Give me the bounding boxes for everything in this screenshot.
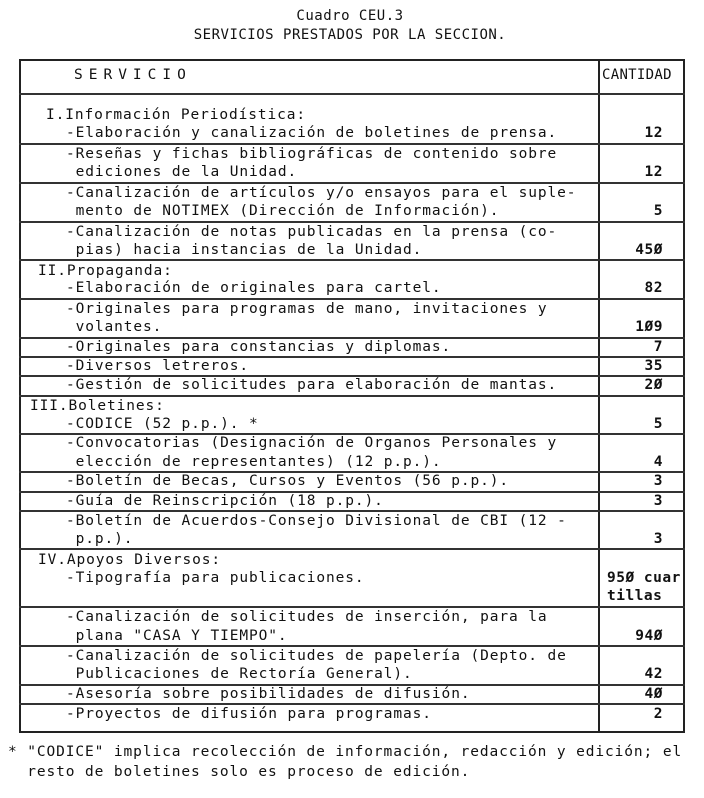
row-quantity: 4 — [653, 454, 663, 470]
row-quantity: 5 — [653, 416, 663, 432]
row-text: -Convocatorias (Designación de Organos Personales y — [66, 435, 558, 451]
footnote-line: resto de boletines solo es proceso de edición. — [8, 764, 471, 780]
row-quantity: 2Ø — [644, 377, 663, 393]
row-text: -Boletín de Becas, Cursos y Eventos (56 p.p.). — [66, 473, 509, 489]
row-text: -Proyectos de difusión para programas. — [66, 706, 432, 722]
row-text: elección de representantes) (12 p.p.). — [66, 454, 442, 470]
row-quantity: 95Ø cuar — [607, 570, 681, 586]
row-text: -Canalización de solicitudes de inserción, para la — [66, 609, 548, 625]
row-text: -Canalización de notas publicadas en la prensa (co- — [66, 224, 558, 240]
row-text: plana "CASA Y TIEMPO". — [66, 628, 288, 644]
row-text: -Originales para programas de mano, invitaciones y — [66, 301, 548, 317]
section-divider — [19, 548, 685, 550]
section-title: I.Información Periodística: — [46, 107, 307, 123]
row-text: ediciones de la Unidad. — [66, 164, 298, 180]
row-text: -Elaboración de originales para cartel. — [66, 280, 442, 296]
section-title: IV.Apoyos Diversos: — [38, 552, 221, 568]
footnote-line: * "CODICE" implica recolección de información, redacción y edición; el — [8, 744, 683, 760]
row-text: -Guía de Reinscripción (18 p.p.). — [66, 493, 384, 509]
table-caption-title: SERVICIOS PRESTADOS POR LA SECCION. — [193, 27, 507, 43]
header-divider — [19, 93, 685, 95]
row-quantity: 94Ø — [635, 628, 663, 644]
row-quantity: 82 — [644, 280, 663, 296]
row-text: Publicaciones de Rectoría General). — [66, 666, 413, 682]
row-text: -CODICE (52 p.p.). * — [66, 416, 259, 432]
row-quantity: tillas — [607, 588, 663, 604]
row-text: p.p.). — [66, 531, 134, 547]
row-quantity: 35 — [644, 358, 663, 374]
row-quantity: 4Ø — [644, 686, 663, 702]
column-header-cantidad: CANTIDAD — [602, 67, 672, 83]
table-caption-number: Cuadro CEU.3 — [296, 8, 404, 24]
section-title: III.Boletines: — [30, 398, 165, 414]
row-text: -Elaboración y canalización de boletines de prensa. — [66, 125, 558, 141]
row-text: mento de NOTIMEX (Dirección de Información). — [66, 203, 500, 219]
row-text: -Canalización de solicitudes de papelería (Depto. de — [66, 648, 567, 664]
row-quantity: 12 — [644, 164, 663, 180]
row-quantity: 5 — [653, 203, 663, 219]
row-text: -Reseñas y fichas bibliográficas de contenido sobre — [66, 146, 558, 162]
row-text: -Boletín de Acuerdos-Consejo Divisional de CBI (12 - — [66, 513, 567, 529]
row-text: -Diversos letreros. — [66, 358, 249, 374]
row-quantity: 1Ø9 — [635, 319, 663, 335]
row-quantity: 3 — [653, 473, 663, 489]
section-divider — [19, 259, 685, 261]
row-text: -Tipografía para publicaciones. — [66, 570, 365, 586]
row-quantity: 42 — [644, 666, 663, 682]
row-text: -Gestión de solicitudes para elaboración de mantas. — [66, 377, 558, 393]
row-text: volantes. — [66, 319, 163, 335]
row-quantity: 7 — [653, 339, 663, 355]
row-text: -Canalización de artículos y/o ensayos para el suple- — [66, 185, 577, 201]
row-quantity: 2 — [653, 706, 663, 722]
column-header-servicio: SERVICIO — [74, 67, 192, 83]
row-quantity: 45Ø — [635, 242, 663, 258]
row-text: -Asesoría sobre posibilidades de difusión. — [66, 686, 471, 702]
section-title: II.Propaganda: — [38, 263, 173, 279]
row-quantity: 12 — [644, 125, 663, 141]
row-text: -Originales para constancias y diplomas. — [66, 339, 452, 355]
row-quantity: 3 — [653, 493, 663, 509]
row-quantity: 3 — [653, 531, 663, 547]
row-text: pias) hacia instancias de la Unidad. — [66, 242, 423, 258]
